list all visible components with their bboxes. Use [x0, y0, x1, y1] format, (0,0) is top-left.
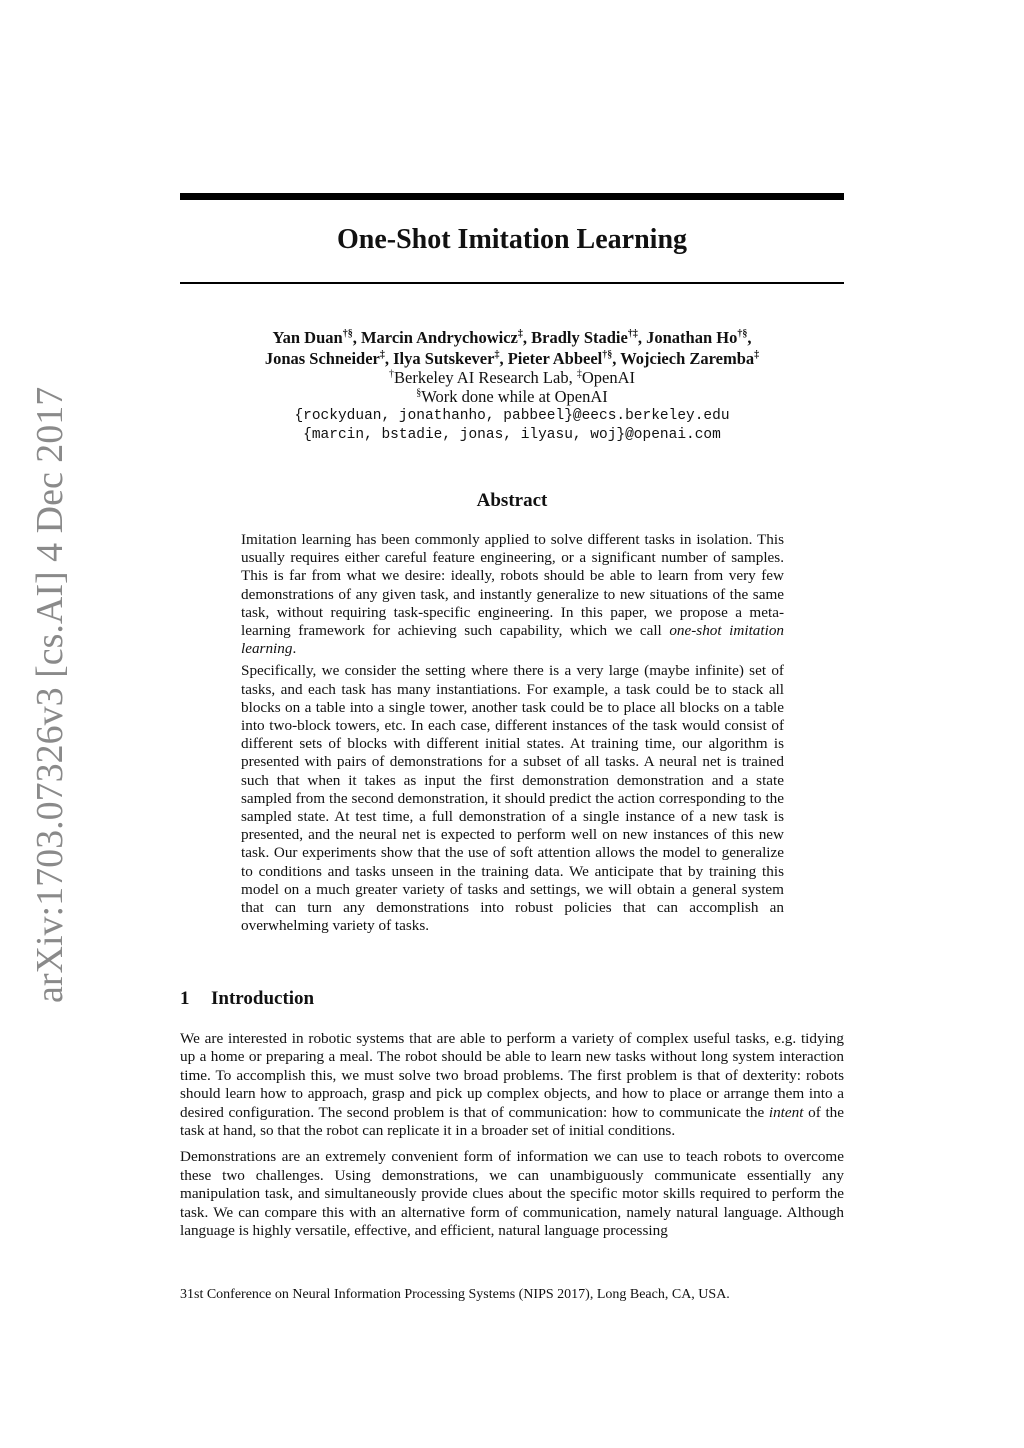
section-number: 1: [180, 988, 190, 1009]
intro-text: of the task at hand, so that the robot can replicate it in a broader set of initial conditions.: [180, 1103, 844, 1140]
title-top-rule: [180, 193, 844, 200]
author-marks: ‡: [517, 328, 523, 340]
intro-paragraph: Demonstrations are an extremely convenient form of information we can use to teach robots to overcome these two challenges. Using demonstrations, we can unambiguously communicate essentially any manipulation task, and simultaneously provide clues about the specific motor skills required to perform the task. We can compare this with an alternative form of communication, namely natural language. Although language is highly versatile, effective, and efficient, natural language processing: [180, 1148, 844, 1240]
abstract-body: [241, 531, 784, 939]
conference-footnote: 31st Conference on Neural Information Processing Systems (NIPS 2017), Long Beach, CA, USA.: [180, 1287, 730, 1302]
author-separator: ,: [352, 328, 361, 347]
intro-emphasis: intent: [768, 1103, 804, 1121]
title-bottom-rule: [180, 282, 844, 284]
intro-text: We are interested in robotic systems that are able to perform a variety of complex useful tasks, e.g. tidying up a home or preparing a meal. The robot should be able to learn new tasks without long system interaction time. To accomplish this, we must solve two broad problems. The first problem is that of dexterity: robots should learn how to approach, grasp and pick up complex objects, and how to place or arrange them into a desired configuration. The second problem is that of communication: how to communicate the: [180, 1030, 844, 1121]
affiliation-line: [180, 368, 844, 387]
affiliation-note-text: Work done while at OpenAI: [421, 387, 608, 406]
author-marks: †§: [737, 328, 748, 340]
email-block: [180, 407, 844, 445]
author-separator: ,: [384, 349, 394, 368]
abstract-text: .: [292, 640, 297, 658]
affiliation-mark: †: [389, 368, 395, 380]
author-marks: †§: [602, 349, 613, 361]
author-separator: ,: [522, 328, 532, 347]
affiliation-org: OpenAI: [581, 368, 635, 387]
email-line: {marcin, bstadie, jonas, ilyasu, woj}@openai.com: [303, 427, 721, 443]
affiliation-org: Berkeley AI Research Lab,: [394, 368, 577, 387]
author-name: Jonathan Ho: [646, 328, 738, 347]
author-name: Pieter Abbeel: [507, 349, 603, 368]
affiliation-note: [180, 387, 844, 406]
author-line-2: [180, 348, 844, 369]
author-marks: ‡: [379, 349, 385, 361]
abstract-text: Imitation learning has been commonly applied to solve different tasks in isolation. This usually requires either careful feature engineering, or a significant number of samples. This is far from what we desire: ideally, robots should be able to learn from very few demonstrations of any given task, and instantly generalize to new situations of the same task, without requiring task-specific engineering. In this paper, we propose a meta-learning framework for achieving such capability, which we call: [241, 531, 784, 640]
intro-paragraph: [180, 1030, 844, 1140]
author-marks: †§: [342, 328, 353, 340]
abstract-paragraph: Specifically, we consider the setting where there is a very large (maybe infinite) set of tasks, and each task has many instantiations. For example, a task could be to stack all blocks on a table into a single tower, another task could be to place all blocks on a table into two-block towers, etc. In each case, different instances of the task would consist of different sets of blocks with different initial states. At training time, our algorithm is presented with pairs of demonstrations for a subset of all tasks. A neural net is trained such that when it takes as input the first demonstration demonstration and a state sampled from the second demonstration, it should predict the action corresponding to the sampled state. At test time, a full demonstration of a single instance of a new task is presented, and the neural net is expected to perform well on new instances of this new task. Our experiments show that the use of soft attention allows the model to generalize to conditions and tasks unseen in the training data. We anticipate that by training this model on a much greater variety of tasks and settings, we will obtain a general system that can turn any demonstrations into robust policies that can accomplish an overwhelming variety of tasks.: [241, 662, 784, 935]
author-name: Marcin Andrychowicz: [360, 328, 518, 347]
author-separator: ,: [612, 349, 621, 368]
section-heading: [180, 988, 314, 1010]
abstract-paragraph: [241, 531, 784, 658]
author-name: Wojciech Zaremba: [620, 349, 755, 368]
abstract-heading: Abstract: [476, 490, 548, 511]
author-marks: ‡: [754, 349, 760, 361]
author-name: Ilya Sutskever: [393, 349, 495, 368]
author-marks: †‡: [627, 328, 638, 340]
section-title: Introduction: [211, 988, 315, 1009]
author-name: Yan Duan: [272, 328, 343, 347]
introduction-body: [180, 1030, 844, 1248]
affiliation-mark: §: [416, 387, 422, 399]
abstract-emphasis: one-shot imitation learning: [241, 622, 785, 658]
author-separator: ,: [637, 328, 647, 347]
affiliation-mark: ‡: [576, 368, 582, 380]
arxiv-identifier: arXiv:1703.07326v3 [cs.AI] 4 Dec 2017: [29, 386, 71, 1004]
author-separator: ,: [747, 328, 752, 347]
author-name: Jonas Schneider: [264, 349, 380, 368]
author-marks: ‡: [494, 349, 500, 361]
author-line-1: [180, 327, 844, 348]
author-name: Bradly Stadie: [531, 328, 628, 347]
paper-title: One-Shot Imitation Learning: [336, 224, 688, 255]
author-separator: ,: [499, 349, 508, 368]
author-list: [180, 327, 844, 369]
email-line: {rockyduan, jonathanho, pabbeel}@eecs.berkeley.edu: [294, 408, 730, 424]
